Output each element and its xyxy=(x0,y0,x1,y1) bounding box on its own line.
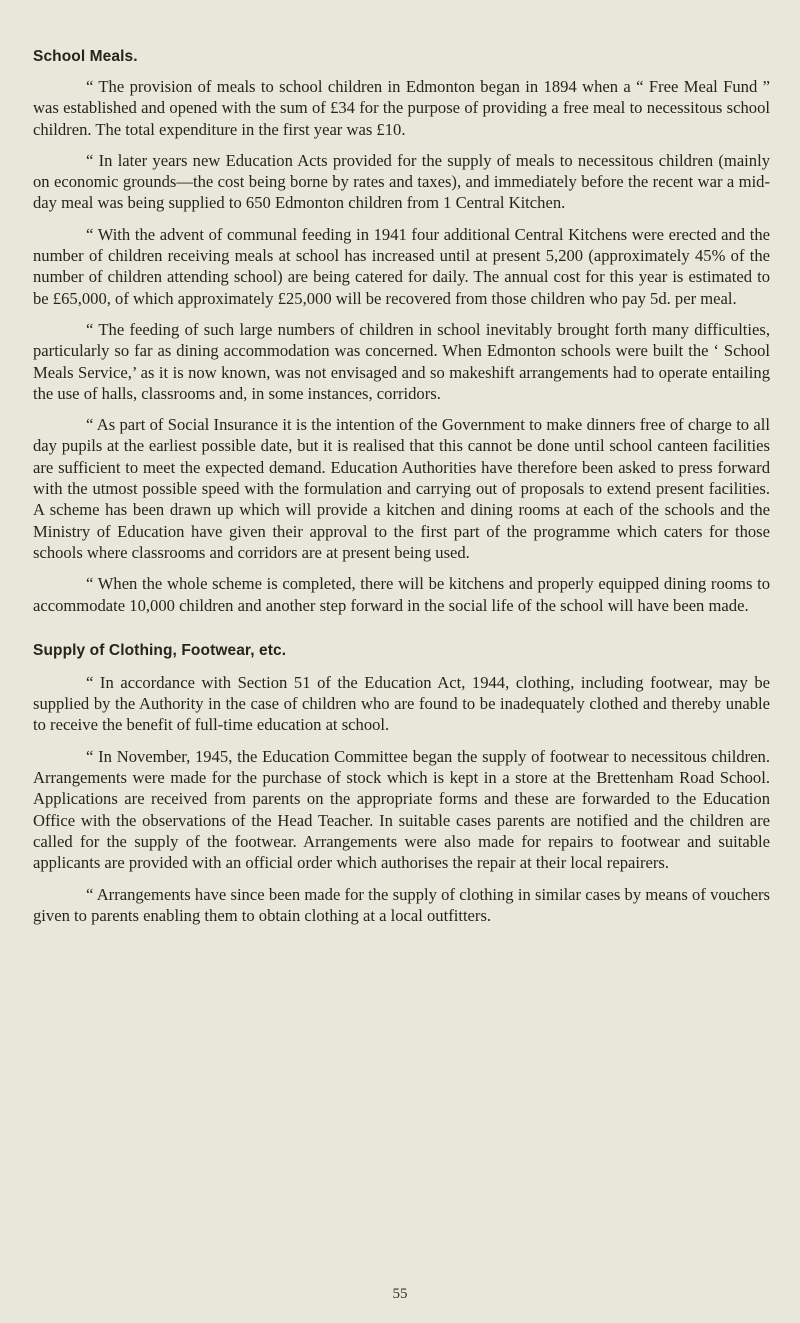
section-heading-school-meals: School Meals. xyxy=(33,48,138,65)
paragraph: “ In later years new Education Acts provided for the supply of meals to necessitous children (mainly on economic grounds—the cost being borne by rates and taxes), and immediately before the recent war a mid-day meal was being supplied to 650 Edmonton children from 1 Central Kitchen. xyxy=(33,150,770,213)
paragraph: “ The feeding of such large numbers of children in school inevitably brought forth many difficulties, particularly so far as dining accommodation was concerned. When Edmonton schools were built the ‘ School Meals Service,’ as it is now known, was not envisaged and so makeshift arrangements had to operate entailing the use of halls, classrooms and, in some instances, corridors. xyxy=(33,319,770,403)
paragraph: “ With the advent of communal feeding in 1941 four additional Central Kitchens were erected and the number of children receiving meals at school has increased until at present 5,200 (approximately 45% of the number of children attending school) are being catered for daily. The annual cost for this year is estimated to be £65,000, of which approximately £25,000 will be recovered from those children who pay 5d. per meal. xyxy=(33,224,770,308)
paragraph: “ The provision of meals to school children in Edmonton began in 1894 when a “ Free Meal Fund ” was established and opened with the sum of £34 for the purpose of providing a free meal to necessitous school children. The total expenditure in the first year was £10. xyxy=(33,77,770,139)
paragraph: “ Arrangements have since been made for the supply of clothing in similar cases by means of vouchers given to parents enabling them to obtain clothing at a local outfitters. xyxy=(33,884,770,925)
section-supply-of-clothing xyxy=(33,642,770,926)
section-heading-supply-of-clothing: Supply of Clothing, Footwear, etc. xyxy=(33,641,287,659)
paragraph: “ In accordance with Section 51 of the Education Act, 1944, clothing, including footwear, may be supplied by the Authority in the case of children who are found to be inadequately clothed and thereby unable to receive the benefit of full-time education at school. xyxy=(33,672,770,735)
paragraph: “ As part of Social Insurance it is the intention of the Government to make dinners free of charge to all day pupils at the earliest possible date, but it is realised that this cannot be done until school canteen facilities are sufficient to meet the expected demand. Education Authorities have therefore been asked to press forward with the utmost possible speed with the formulation and carrying out of proposals to extend present facilities. A scheme has been drawn up which will provide a kitchen and dining rooms at each of the schools and the Ministry of Education have given their approval to the first part of the programme which caters for those schools where classrooms and corridors are at present being used. xyxy=(33,415,770,562)
paragraph: “ When the whole scheme is completed, there will be kitchens and properly equipped dining rooms to accommodate 10,000 children and another step forward in the social life of the school will have been made. xyxy=(33,574,770,615)
section-school-meals xyxy=(33,48,770,616)
paragraph: “ In November, 1945, the Education Committee began the supply of footwear to necessitous children. Arrangements were made for the purchase of stock which is kept in a store at the Brettenham Road School. Applications are received from parents on the appropriate forms and these are forwarded to the Education Office with the observations of the Head Teacher. In suitable cases parents are notified and the children are called for the supply of the footwear. Arrangements were also made for repairs to footwear and suitable applicants are provided with an official order which authorises the repair at their local repairers. xyxy=(33,746,770,873)
page-number: 55 xyxy=(392,1286,408,1302)
